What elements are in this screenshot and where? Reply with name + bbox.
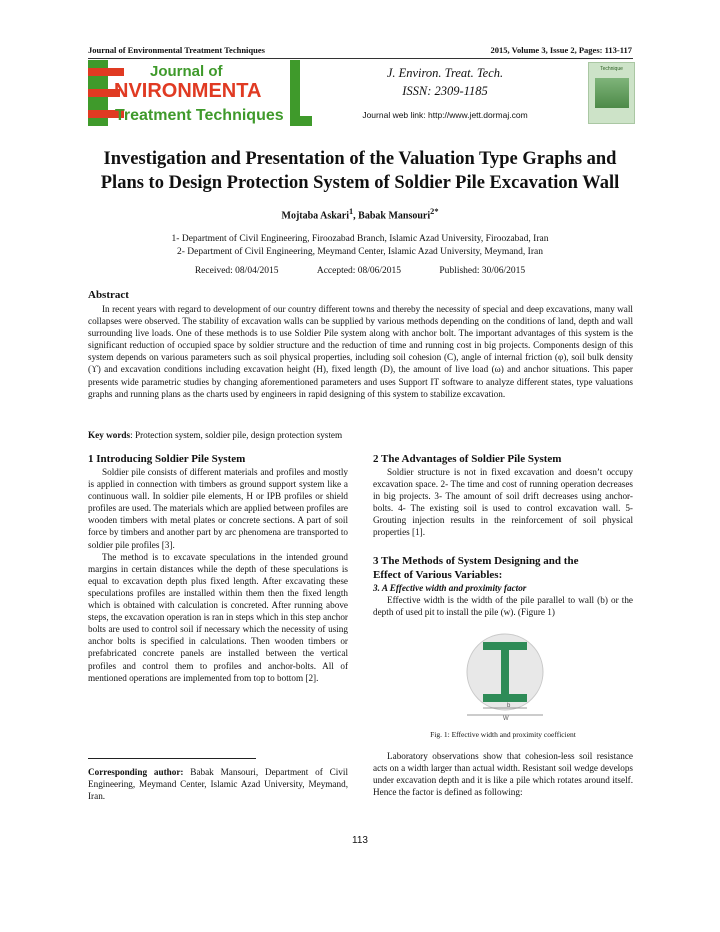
cover-image	[595, 78, 629, 108]
running-head	[88, 45, 632, 59]
section-3-heading-line-2: Effect of Various Variables:	[373, 569, 503, 581]
figure-1-diagram	[463, 630, 547, 720]
journal-logo	[88, 60, 313, 126]
abstract-text: In recent years with regard to development of our country different towns and thereby the necessity of special and deep excavations, many wall collapses were observed. The stability of excavation walls can be supplied by various methods depending on the conditions of land, depth and wall surrounding live loads. One of these methods is to use Soldier Pile system along with anchor bolt. The important advantages of this system is the significant reduction of occupied space by soldier structure and the reduction of time and running cost in big projects. Components design of this system depends on various parameters such as soil physical properties, including soil cohesion (C), angle of internal friction (φ), soil bulk density (ϒ) and excavation conditions including excavation height (H), fixed length (D), the amount of live load (ω) and anchor situations. This paper presents wide parametric studies by changing aforementioned parameters and uses Support IT software to analyze different states, type valuations graphs and running plans as the charts used by engineers in rapid designing of this system to stabilize excavation.	[88, 304, 633, 399]
b-label: b	[507, 703, 511, 709]
corresponding-text: Babak Mansouri, Department of Civil Engineering, Meymand Center, Islamic Azad University, Meymand, Iran.	[88, 767, 348, 802]
accepted-date: Accepted: 08/06/2015	[316, 266, 402, 276]
title-line-2: Plans to Design Protection System of Soldier Pile Excavation Wall	[100, 173, 620, 193]
keywords-label: Key words	[88, 430, 131, 440]
journal-issn: ISSN: 2309-1185	[402, 84, 488, 98]
keywords-text: : Protection system, soldier pile, design protection system	[130, 430, 343, 440]
published-date: Published: 30/06/2015	[439, 266, 526, 276]
affiliation-2: 2- Department of Civil Engineering, Meymand Center, Islamic Azad University, Meymand, Iran	[177, 247, 543, 257]
author-2-affil: 2*	[430, 207, 439, 216]
dates	[60, 266, 660, 276]
footnote-rule	[88, 758, 256, 759]
section-3	[373, 554, 633, 618]
author-1: Mojtaba Askari	[281, 210, 349, 222]
w-label: W	[503, 716, 509, 720]
logo-line2: NVIRONMENTA	[114, 80, 262, 102]
journal-web-link[interactable]: Journal web link: http://www.jett.dormaj.com	[362, 110, 528, 120]
cover-text: Technique	[600, 66, 623, 72]
journal-meta	[345, 66, 545, 128]
received-date: Received: 08/04/2015	[194, 266, 279, 276]
section-3a-continued	[373, 750, 633, 798]
figure-1-caption: Fig. 1: Effective width and proximity coefficient	[430, 730, 576, 739]
journal-cover-thumbnail	[588, 62, 635, 124]
section-3-heading	[373, 554, 633, 582]
affiliation-1: 1- Department of Civil Engineering, Firoozabad Branch, Islamic Azad University, Firoozabad, Iran	[171, 234, 549, 244]
section-3a-para: Effective width is the width of the pile parallel to wall (b) or the depth of used pit to install the pile (w). (Figure 1)	[373, 595, 633, 618]
section-2	[373, 452, 633, 539]
section-3a-heading: 3. A Effective width and proximity factor	[373, 583, 527, 593]
logo-line3: Treatment Techniques	[115, 107, 284, 124]
author-2: Babak Mansouri	[358, 210, 431, 222]
author-separator: ,	[353, 210, 359, 222]
section-3a-para-2: Laboratory observations show that cohesion-less soil resistance acts on a width larger than actual width. Resistant soil wedge develops under excavation depth and it is like a pile which rotates around itself. Hence the factor is defined as following:	[373, 751, 633, 798]
section-1	[88, 452, 348, 684]
section-3-heading-line-1: 3 The Methods of System Designing and the	[373, 555, 579, 567]
author-1-affil: 1	[349, 207, 354, 216]
section-1-para-2: The method is to excavate speculations in the intended ground margins in certain distances while the depth of these speculations is equal to excavation depth plus fixed length. After excavating these speculations profiles are installed within them then the fixed length which is obtained with calculation is concreted. After running above steps, the excavation operation is ran in steps which in this step anchor bolts are used to control soil if necessary which the necessity of using anchor bolts is specified in calculations. Then wooden timbers or prefabricated concrete panels are installed between the vertical profiles and control them to profiles and anchor-bolts. All of mentioned operations are implemented from top to bottom [2].	[88, 551, 348, 683]
title-line-1: Investigation and Presentation of the Valuation Type Graphs and	[103, 149, 617, 169]
section-1-para-1: Soldier pile consists of different materials and profiles and mostly is applied in connection with timbers as ground support system like a continuous wall. In soldier pile elements, H or IPB profiles or shield profiles are used. The materials which are applied between profiles are wooden timbers with metal plates or concrete sections. A part of soil force by timbers and another part by arc phenomena are transported to soldier pile profiles [3].	[88, 467, 348, 550]
section-2-heading: 2 The Advantages of Soldier Pile System	[373, 453, 562, 465]
abstract-heading: Abstract	[88, 289, 129, 301]
journal-abbrev: J. Environ. Treat. Tech.	[386, 66, 504, 80]
beam-bottom-flange	[483, 694, 527, 702]
paper-title	[60, 147, 660, 195]
beam-top-flange	[483, 642, 527, 650]
corresponding-author	[88, 766, 348, 802]
issue-info: 2015, Volume 3, Issue 2, Pages: 113-117	[490, 45, 632, 55]
affiliations	[60, 233, 660, 259]
header-rule	[88, 58, 633, 59]
keywords	[88, 430, 633, 440]
beam-web	[501, 650, 509, 694]
logo-line1: Journal of	[150, 63, 223, 80]
section-1-heading: 1 Introducing Soldier Pile System	[88, 453, 246, 465]
corresponding-label: Corresponding author:	[88, 767, 184, 777]
page-number: 113	[352, 835, 368, 846]
journal-name: Journal of Environmental Treatment Techniques	[88, 45, 265, 55]
section-2-para: Soldier structure is not in fixed excavation and doesn’t occupy excavation space. 2- The time and cost of running operation decreases in big projects. 3- The amount of soil drift decreases using anchor-bolts. 4- The existing soil is used to control excavation wall. 5- Grouting injection results in the reinforcement of soil physical properties [1].	[373, 467, 633, 538]
authors	[60, 207, 660, 221]
